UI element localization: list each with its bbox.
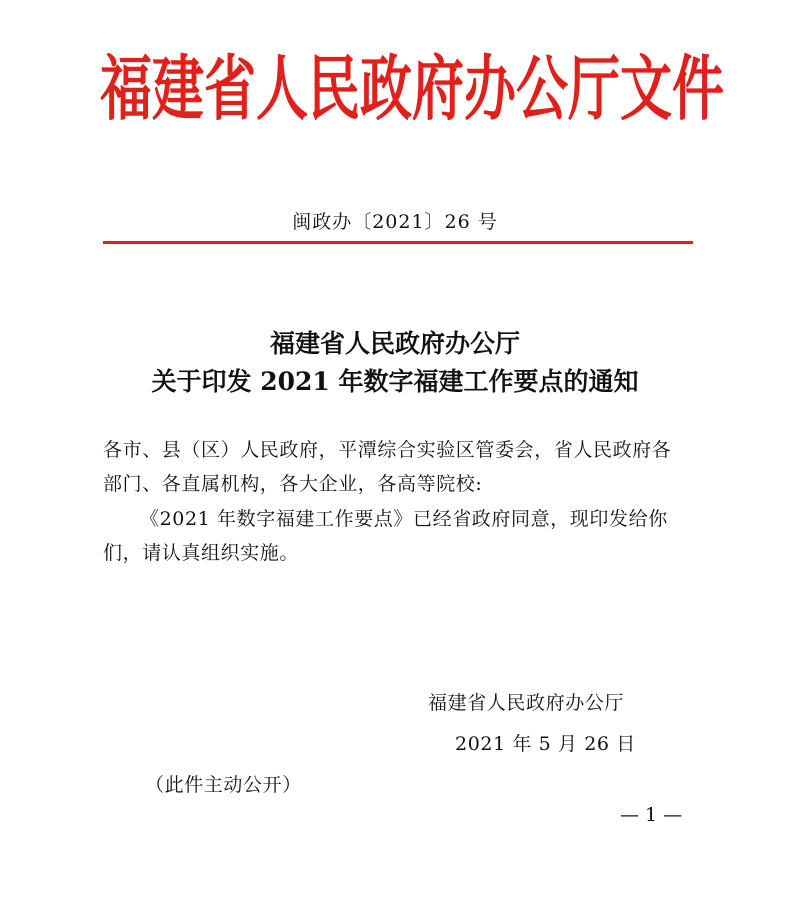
masthead-title: 福建省人民政府办公厅文件 xyxy=(100,49,725,131)
notice-title-line-1: 福建省人民政府办公厅 xyxy=(269,329,520,358)
body-line: 部门、各直属机构，各大企业，各高等院校: xyxy=(103,473,483,495)
document-number: 闽政办〔2021〕26 号 xyxy=(292,211,498,233)
body-line: 《2021 年数字福建工作要点》已经省政府同意，现印发给你 xyxy=(140,508,668,530)
red-divider-rule xyxy=(103,241,693,244)
page-number: — 1 — xyxy=(620,804,683,826)
signature-date: 2021 年 5 月 26 日 xyxy=(455,733,636,755)
notice-title-line-2: 关于印发 2021 年数字福建工作要点的通知 xyxy=(151,367,639,396)
body-line: 们，请认真组织实施。 xyxy=(103,542,300,564)
disclosure-note: （此件主动公开） xyxy=(145,774,302,796)
signature-issuer: 福建省人民政府办公厅 xyxy=(428,692,625,714)
body-line: 各市、县（区）人民政府，平潭综合实验区管委会，省人民政府各 xyxy=(103,439,672,461)
